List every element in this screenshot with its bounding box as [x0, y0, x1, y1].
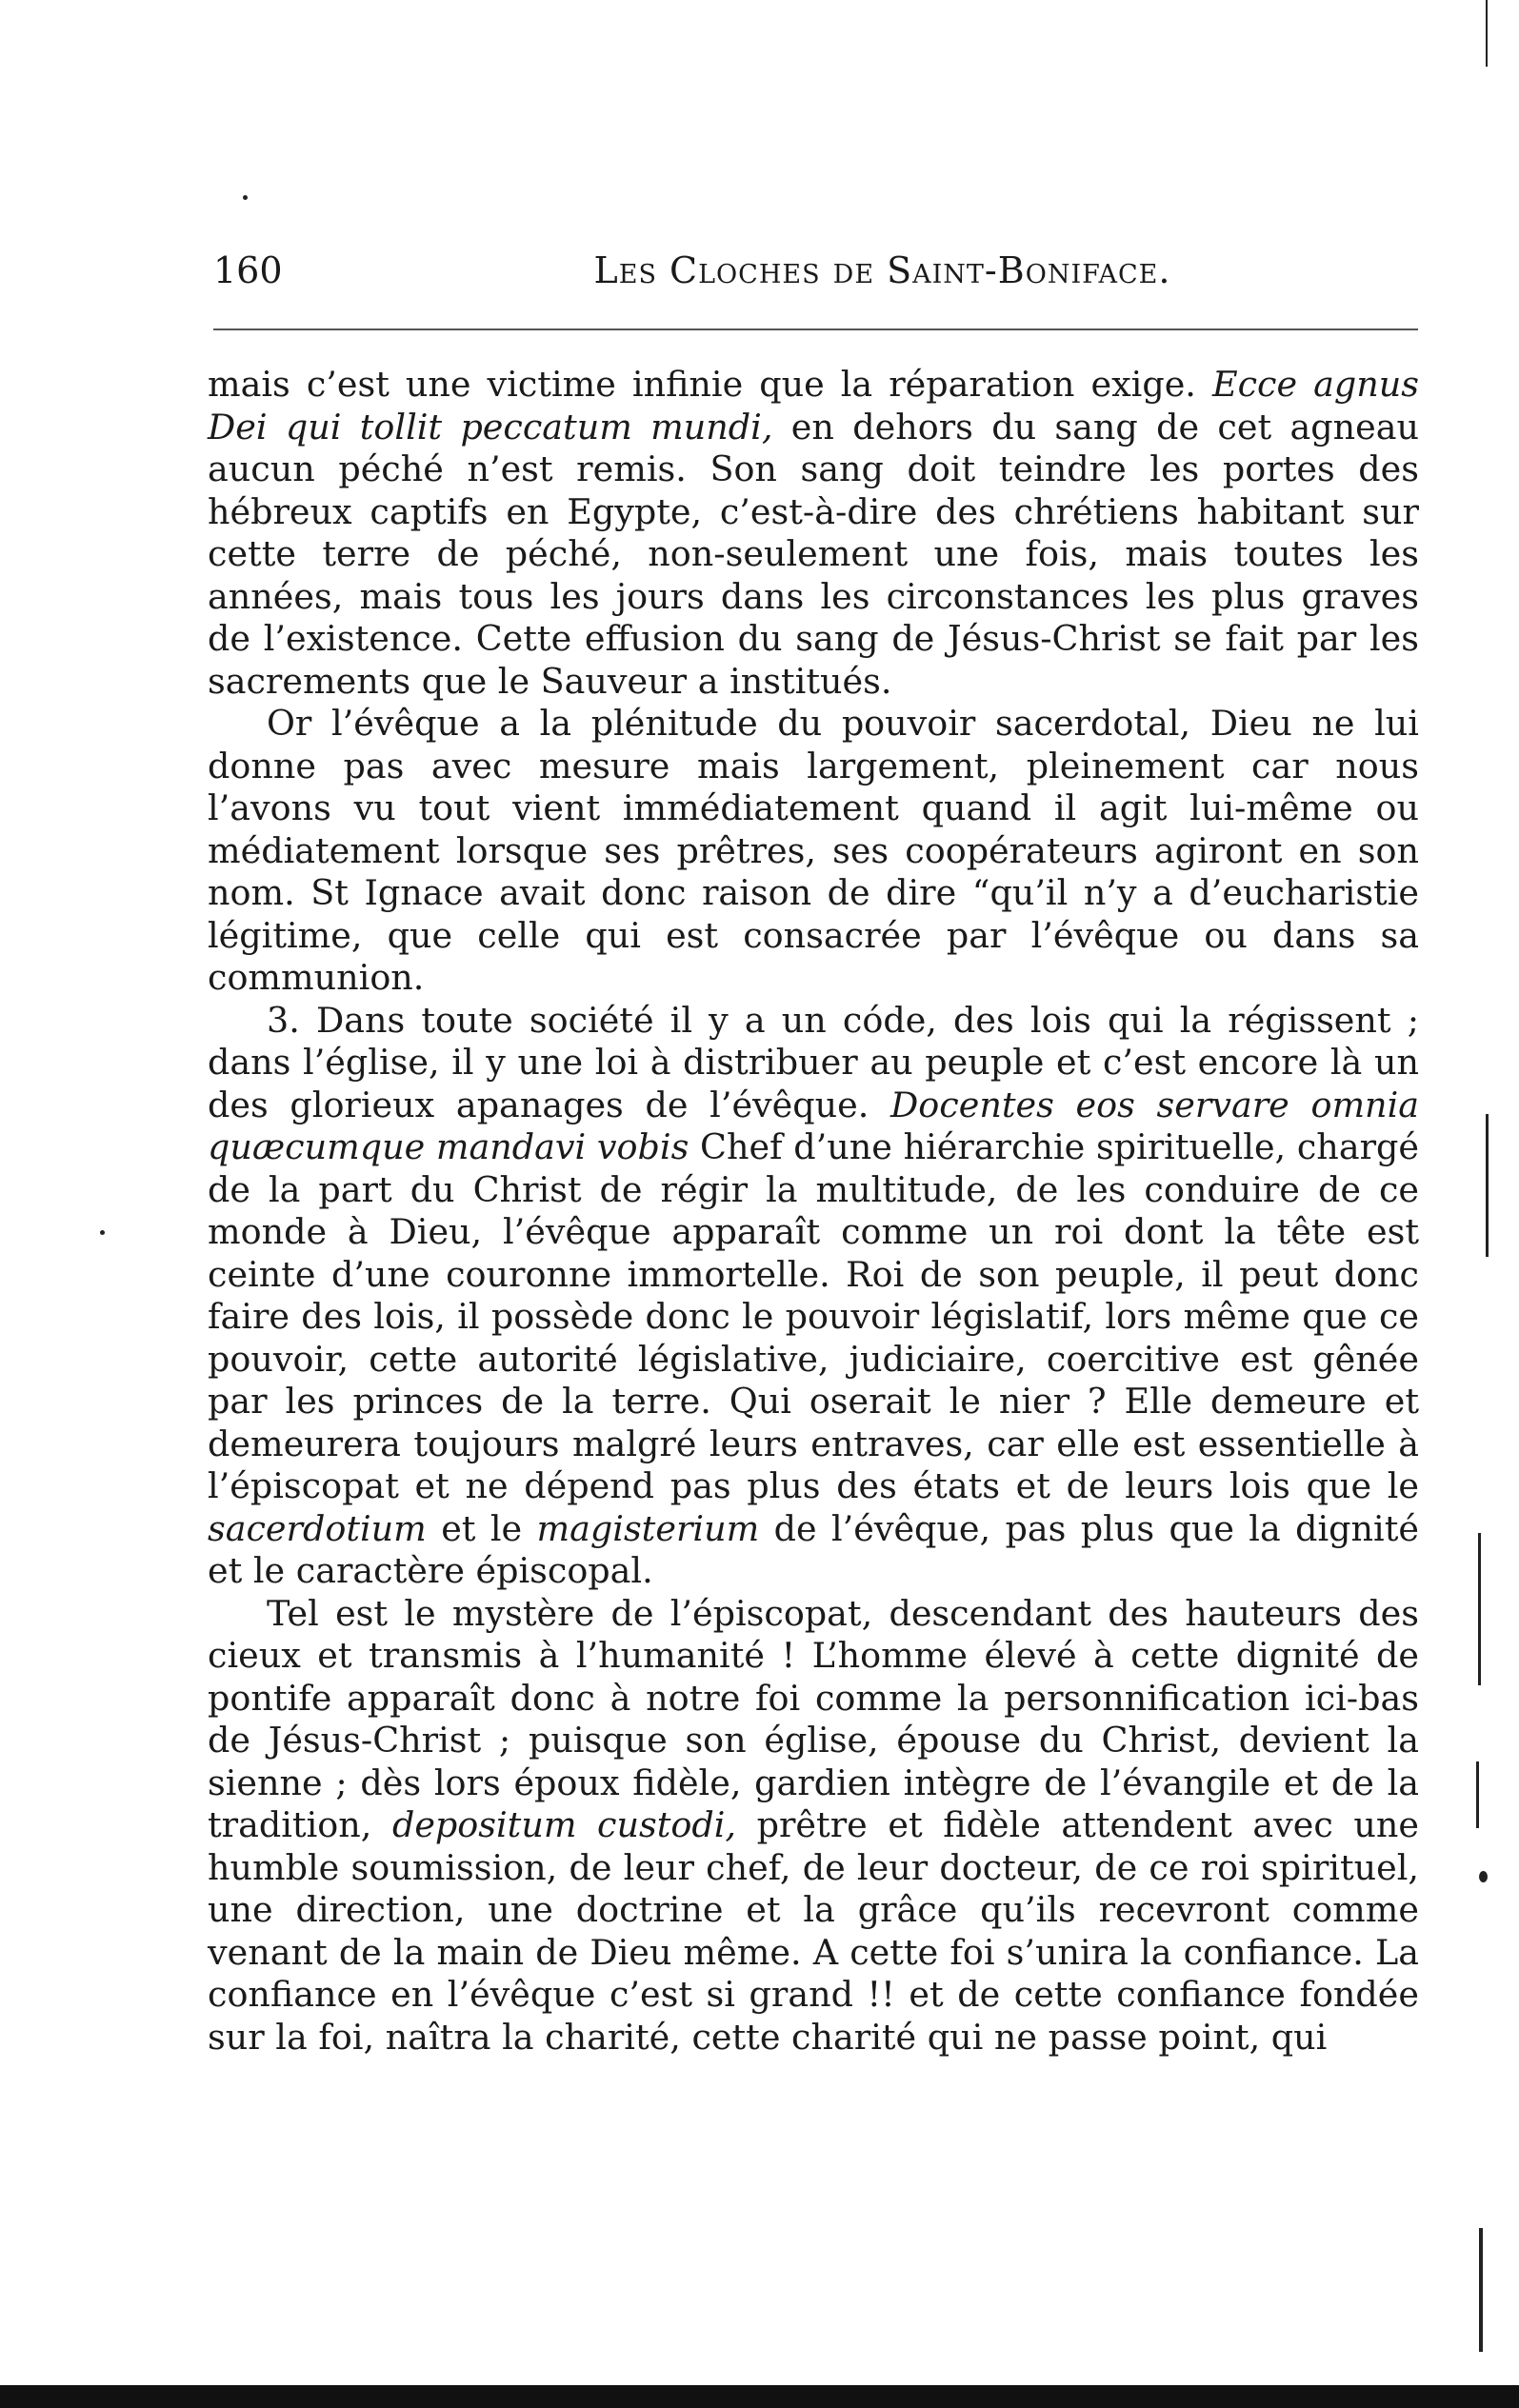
- paragraph: [208, 364, 1419, 703]
- italic-phrase: depositum custodi,: [391, 1804, 737, 1845]
- margin-dot: [100, 1230, 105, 1235]
- text-run: en dehors du sang de cet agneau aucun péché n’est remis. Son sang doit teindre les portes des hébreux captifs en Egypte, c’est-à-dire des chrétiens habitant sur cette terre de péché, non-seulement une fois, mais toutes les années, mais tous les jours dans les circonstances les plus graves de l’existence. Cette effusion du sang de Jésus-Christ se fait par les sacrements que le Sauveur a institués.: [208, 406, 1419, 702]
- scan-bottom-edge: [0, 2385, 1519, 2408]
- margin-mark: [1478, 1533, 1481, 1685]
- margin-dot: [1479, 1871, 1488, 1882]
- paragraph: [208, 703, 1419, 1000]
- text-run: et le: [426, 1507, 537, 1549]
- italic-phrase: magisterium: [536, 1507, 760, 1549]
- italic-phrase: Ecce agnus Dei qui tollit peccatum mundi,: [208, 364, 1419, 448]
- margin-mark: [1486, 0, 1488, 67]
- margin-mark: [1479, 2228, 1483, 2352]
- paragraph: [208, 1593, 1419, 2060]
- text-run: prêtre et fidèle attendent avec une humble soumission, de leur chef, de leur docteur, de ce roi spirituel, une direction, une doctrine et la grâce qu’ils recevront comme venant de la main de Dieu même. A cette foi s’unira la confiance. La confiance en l’évêque c’est si grand !! et de cette confiance fondée sur la foi, naîtra la charité, cette charité qui ne passe point, qui: [208, 1804, 1419, 2058]
- text-run: Or l’évêque a la plénitude du pouvoir sacerdotal, Dieu ne lui donne pas avec mesure mais largement, pleinement car nous l’avons vu tout vient immédiatement quand il agit lui-même ou médiatement lorsque ses prêtres, ses coopérateurs agiront en son nom. St Ignace avait donc raison de dire “qu’il n’y a d’eucharistie légitime, que celle qui est consacrée par l’évêque ou dans sa communion.: [208, 703, 1419, 998]
- running-header: [213, 249, 1418, 307]
- body-text: [208, 364, 1419, 2059]
- italic-phrase: Docentes eos servare omnia quæcumque mandavi vobis: [208, 1084, 1419, 1167]
- margin-mark: [1486, 1114, 1489, 1257]
- page-number: 160: [213, 249, 283, 291]
- italic-phrase: sacerdotium: [208, 1507, 427, 1549]
- text-run: Chef d’une hiérarchie spirituelle, chargé de la part du Christ de régir la multitude, de les conduire de ce monde à Dieu, l’évêque apparaît comme un roi dont la tête est ceinte d’une couronne immortelle. Roi de son peuple, il peut donc faire des lois, il possède donc le pouvoir législatif, lors même que ce pouvoir, cette autorité législative, judiciaire, coercitive est gênée par les princes de la terre. Qui oserait le nier ? Elle demeure et demeurera toujours malgré leurs entraves, car elle est essentielle à l’épiscopat et ne dépend pas plus des états et de leurs lois que le: [208, 1126, 1419, 1506]
- running-title: Les Cloches de Saint-Boniface.: [593, 249, 1171, 291]
- margin-dot: [243, 195, 248, 200]
- text-run: mais c’est une victime infinie que la réparation exige.: [208, 364, 1212, 405]
- paragraph: [208, 1000, 1419, 1593]
- margin-mark: [1476, 1761, 1479, 1828]
- text-run: Tel est le mystère de l’épiscopat, descendant des hauteurs des cieux et transmis à l’humanité ! L’homme élevé à cette dignité de pontife apparaît donc à notre foi comme la personnification ici-bas de Jésus-Christ ; puisque son église, épouse du Christ, devient la sienne ; dès lors époux fidèle, gardien intègre de l’évangile et de la tradition,: [208, 1592, 1419, 1845]
- text-run: 3. Dans toute société il y a un códe, des lois qui la régissent ; dans l’église, il y une loi à distribuer au peuple et c’est encore là un des glorieux apanages de l’évêque.: [208, 999, 1419, 1125]
- header-rule: [213, 328, 1418, 330]
- text-run: de l’évêque, pas plus que la dignité et le caractère épiscopal.: [208, 1507, 1419, 1591]
